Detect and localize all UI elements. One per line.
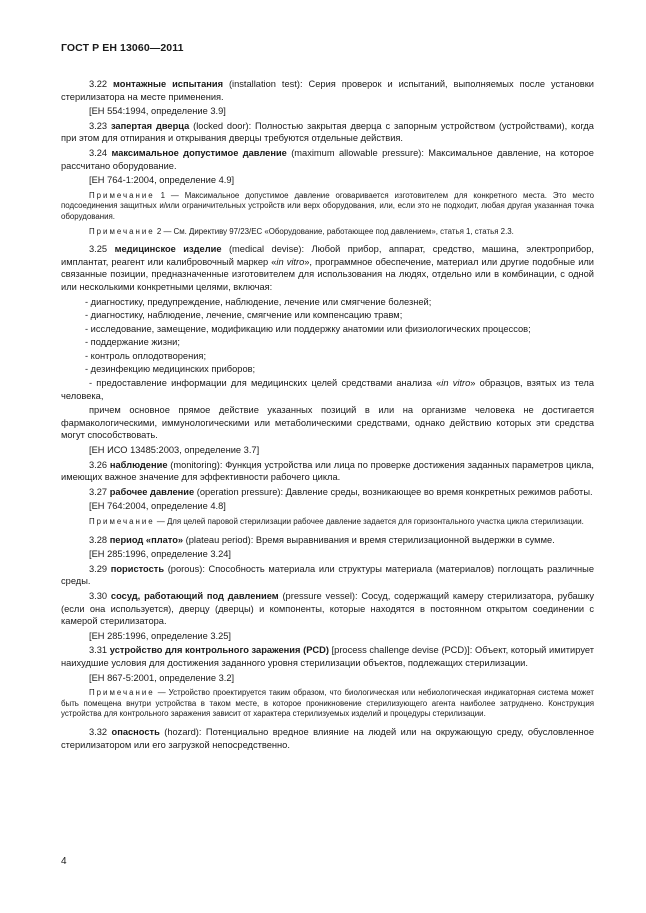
reference: [ЕН 764-1:2004, определение 4.9] [89, 175, 235, 186]
definition-text: (hozard): Потенциально вредное влияние на людей или на окружающую среду, обусловленное стерилизатором или его загрузкой непосредственно. [61, 726, 594, 750]
note-label: Примечание [89, 226, 155, 236]
definition-text: (operation pressure): Давление среды, возникающее во время конкретных режимов работы. [194, 486, 593, 497]
definition-3-26 [61, 459, 594, 484]
term: опасность [111, 726, 160, 737]
list-item: - контроль оплодотворения; [85, 350, 207, 361]
list-item: - дезинфекцию медицинских приборов; [85, 364, 256, 375]
clause-number: 3.29 [89, 563, 111, 574]
note-text: 1 — Максимальное допустимое давление оговаривается изготовителем для конкретного места. Это место подсоединения защитных и/или ограничительных устройств или верх оборудования, или, если это не подходит, любая другая указанная точка оборудования. [61, 190, 594, 221]
term: пористость [110, 563, 165, 574]
note-label: Примечание [89, 517, 155, 526]
definition-text: (plateau period): Время выравнивания и время стерилизационной выдержки в сумме. [183, 534, 555, 545]
clause-number: 3.28 [89, 534, 110, 545]
definition-3-22 [61, 78, 594, 103]
document-page [61, 42, 594, 753]
note-label: Примечание [89, 688, 155, 698]
definition-3-31 [61, 644, 594, 669]
note-4 [61, 688, 594, 720]
note-text: — Устройство проектируется таким образом, что биологическая или небиологическая индикаторная система может быть помещена внутри устройства в таком месте, в которое проникновение стерилизующего агента наиболее затруднено. Конструкция устройства для контрольного заражения зависит от характера стерилизуемых изделий и процедуры стерилизации. [61, 688, 594, 719]
list-item: - исследование, замещение, модификацию или поддержку анатомии или физиологических процессов; [85, 323, 531, 334]
list-item-text: - предоставление информации для медицинских целей средствами анализа « [89, 378, 442, 389]
continuation-text: причем основное прямое действие указанных позиций в или на организме человека не достигается фармакологическими, иммунологическими или метаболическими средствами, однако действию которых эти средства могут способствовать. [61, 405, 594, 441]
definition-text: », программное обеспечение, материал или другие подобные или связанные позиции, предназначенные изготовителем для использования на людях, отдельно или в комбинации, с одной или несколькими конкретными целями, включая: [61, 256, 595, 292]
note-text: — Для целей паровой стерилизации рабочее давление задается для горизонтального участка цикла стерилизации. [154, 517, 584, 526]
reference: [ЕН 285:1996, определение 3.24] [89, 549, 232, 560]
list-item: - диагностику, наблюдение, лечение, смягчение или компенсацию травм; [85, 310, 403, 321]
note-text: 2 — См. Директиву 97/23/ЕС «Оборудование, работающее под давлением», статья 1, статья 2.3. [154, 226, 514, 236]
term: монтажные испытания [113, 79, 223, 89]
list-item-text: » образцов, взятых из тела человека, [61, 378, 595, 401]
clause-number: 3.32 [89, 726, 112, 737]
clause-number: 3.24 [89, 147, 112, 158]
term: рабочее давление [109, 486, 195, 497]
list-item: - поддержание жизни; [85, 337, 180, 348]
term: наблюдение [109, 459, 168, 470]
definition-text: (medical devise): Любой прибор, аппарат, средство, машина, электроприбор, имплантат, реагент или калибровочный маркер « [61, 244, 594, 267]
note-label: Примечание [89, 190, 155, 200]
definition-text: (installation test): Серия проверок и испытаний, выполняемых после установки стерилизатора на месте применения. [61, 79, 594, 102]
page-number: 4 [61, 856, 67, 867]
reference: [ЕН 285:1996, определение 3.25] [89, 630, 232, 641]
reference: [ЕН 554:1994, определение 3.9] [89, 106, 226, 117]
definition-text: (porous): Способность материала или структуры материала (материалов) поглощать различные среды. [61, 563, 594, 587]
italic-term: in vitro [276, 256, 305, 267]
clause-number: 3.22 [89, 79, 114, 89]
definition-text: [process challenge devise (PCD)]: Объект, который имитирует наихудшие условия для достижения заданного уровня стерилизации объектов, подлежащих стерилизации. [61, 645, 594, 668]
definition-text: (pressure vessel): Сосуд, содержащий камеру стерилизатора, рубашку (если она используется), дверцу (дверцы) и компоненты, которые находятся в постоянном открытом соединении с камерой стерилизатора. [61, 590, 594, 627]
definition-text: (locked door): Полностью закрытая дверца с запорным устройством (устройствами), когда при этом для отпирания и открывания дверцы требуются отдельные действия. [61, 120, 594, 144]
term: медицинское изделие [114, 244, 222, 255]
clause-number: 3.27 [89, 486, 110, 497]
term: запертая дверца [110, 120, 190, 131]
clause-number: 3.25 [89, 244, 115, 255]
definition-3-32 [61, 726, 594, 751]
list-item: - диагностику, предупреждение, наблюдение, лечение или смягчение болезней; [85, 296, 432, 307]
note-1 [61, 191, 594, 223]
definition-3-23 [61, 120, 594, 145]
definition-text: (monitoring): Функция устройства или лица по проверке достижения заданных параметров цикла, имеющих важное значение для эффективности рабочего цикла. [61, 459, 594, 483]
clause-number: 3.23 [89, 120, 111, 131]
term: период «плато» [109, 534, 184, 545]
reference: [ЕН 867-5:2001, определение 3.2] [89, 672, 235, 683]
definition-3-30 [61, 590, 594, 628]
document-header: ГОСТ Р ЕН 13060—2011 [61, 42, 184, 54]
reference: [ЕН 764:2004, определение 4.8] [89, 501, 226, 512]
clause-number: 3.31 [89, 645, 110, 656]
italic-term: in vitro [441, 378, 471, 389]
definition-3-28 [61, 534, 594, 547]
reference: [ЕН ИСО 13485:2003, определение 3.7] [89, 445, 260, 456]
term: сосуд, работающий под давлением [110, 590, 279, 601]
definition-3-29 [61, 563, 594, 588]
term: устройство для контрольного заражения (PCD) [109, 645, 329, 656]
definition-text: (maximum allowable pressure): Максимальное давление, на которое рассчитано оборудование. [61, 147, 594, 171]
note-2 [61, 227, 594, 238]
definition-3-25 [61, 243, 594, 293]
definition-3-24 [61, 147, 594, 172]
clause-number: 3.26 [89, 459, 110, 470]
clause-number: 3.30 [89, 590, 111, 601]
note-3 [61, 517, 594, 528]
term: максимальное допустимое давление [111, 147, 287, 158]
definition-3-27 [61, 486, 594, 499]
list-item [61, 377, 594, 402]
